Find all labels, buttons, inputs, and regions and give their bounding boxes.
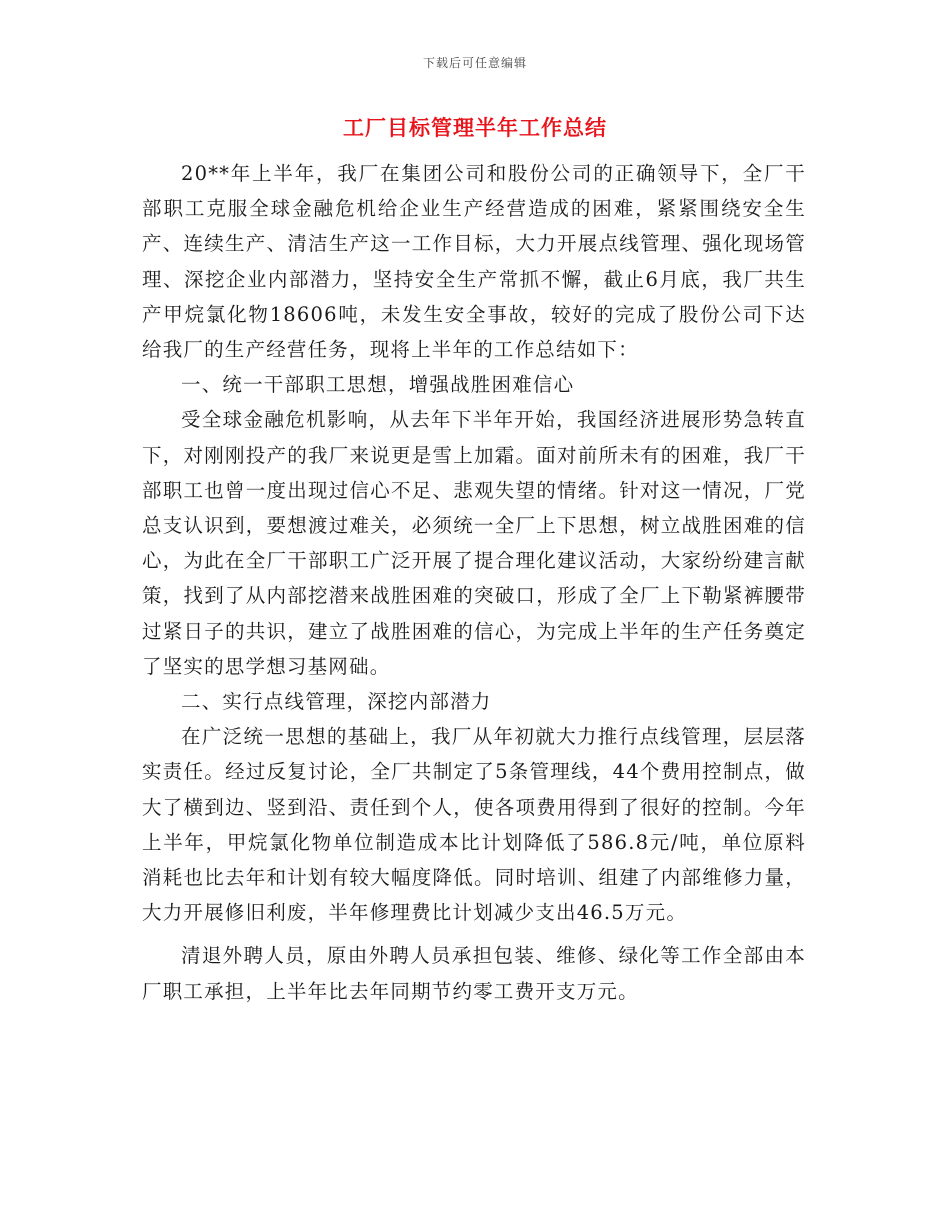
section-2-paragraph-2: 清退外聘人员，原由外聘人员承担包装、维修、绿化等工作全部由本厂职工承担，上半年比去年同期节约零工费开支万元。 [142, 944, 806, 1003]
page-title: 工厂目标管理半年工作总结 [343, 115, 607, 140]
paragraph-spacer [142, 930, 806, 938]
header-note: 下载后可任意编辑 [422, 56, 527, 70]
intro-paragraph: 20**年上半年，我厂在集团公司和股份公司的正确领导下，全厂干部职工克服全球金融危机给企业生产经营造成的困难，紧紧围绕安全生产、连续生产、清洁生产这一工作目标，大力开展点线管理、强化现场管理、深挖企业内部潜力，坚持安全生产常抓不懈，截止6月底，我厂共生产甲烷氯化物18606吨，未发生安全事故，较好的完成了股份公司下达给我厂的生产经营任务，现将上半年的工作总结如下： [142, 162, 806, 362]
document-body [142, 156, 806, 1009]
section-1-paragraph: 受全球金融危机影响，从去年下半年开始，我国经济进展形势急转直下，对刚刚投产的我厂来说更是雪上加霜。面对前所未有的困难，我厂干部职工也曾一度出现过信心不足、悲观失望的情绪。针对这一情况，厂党总支认识到，要想渡过难关，必须统一全厂上下思想，树立战胜困难的信心，为此在全厂干部职工广泛开展了提合理化建议活动，大家纷纷建言献策，找到了从内部挖潜来战胜困难的突破口，形成了全厂上下勒紧裤腰带过紧日子的共识，建立了战胜困难的信心，为完成上半年的生产任务奠定了坚实的思学想习基网础。 [142, 408, 806, 678]
section-heading-1: 一、统一干部职工思想，增强战胜困难信心 [181, 373, 575, 397]
section-2-paragraph: 在广泛统一思想的基础上，我厂从年初就大力推行点线管理，层层落实责任。经过反复讨论，全厂共制定了5条管理线，44个费用控制点，做大了横到边、竖到沿、责任到个人，使各项费用得到了很好的控制。今年上半年，甲烷氯化物单位制造成本比计划降低了586.8元/吨，单位原料消耗也比去年和计划有较大幅度降低。同时培训、组建了内部维修力量，大力开展修旧利废，半年修理费比计划减少支出46.5万元。 [142, 725, 806, 925]
section-heading-2: 二、实行点线管理，深挖内部潜力 [181, 690, 492, 714]
